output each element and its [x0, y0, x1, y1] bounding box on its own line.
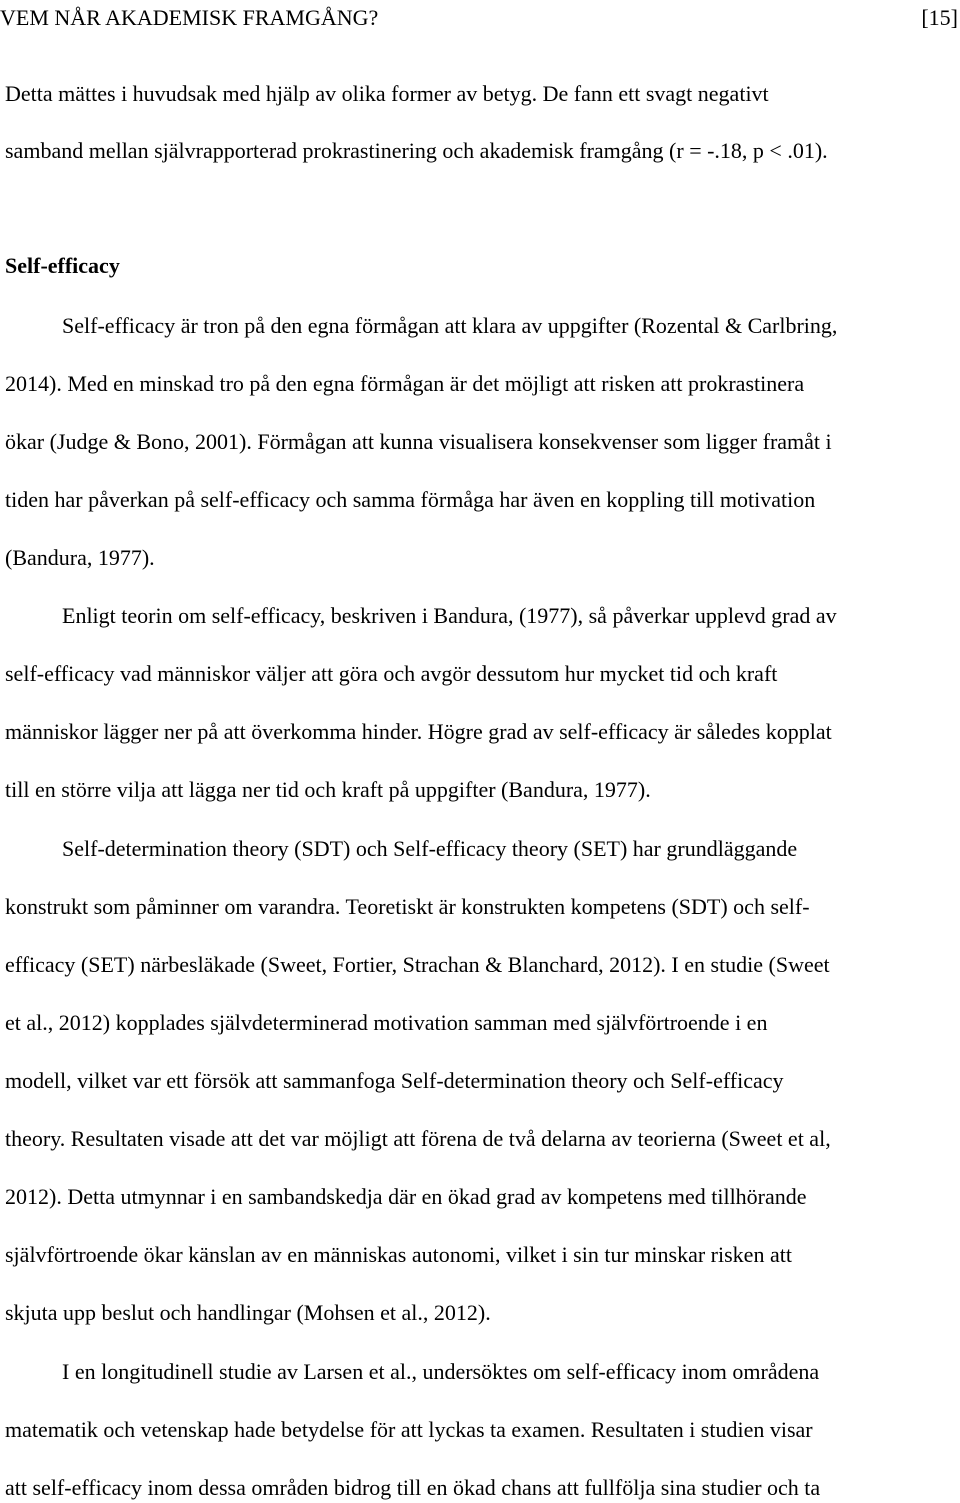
text-line: efficacy (SET) närbesläkade (Sweet, Fortier, Strachan & Blanchard, 2012). I en studie (Sweet [5, 952, 830, 977]
text-line: I en longitudinell studie av Larsen et al., undersöktes om self-efficacy inom områdena [62, 1359, 820, 1384]
text-line: matematik och vetenskap hade betydelse för att lyckas ta examen. Resultaten i studien visar [5, 1417, 813, 1442]
text-line: 2012). Detta utmynnar i en sambandskedja där en ökad grad av kompetens med tillhörande [5, 1184, 807, 1209]
text-line: Detta mättes i huvudsak med hjälp av olika former av betyg. De fann ett svagt negativt [5, 81, 769, 106]
text-line: konstrukt som påminner om varandra. Teoretiskt är konstrukten kompetens (SDT) och self- [5, 894, 810, 919]
text-line: till en större vilja att lägga ner tid och kraft på uppgifter (Bandura, 1977). [5, 777, 651, 802]
page-number: [15] [921, 5, 958, 30]
text-line: människor lägger ner på att överkomma hinder. Högre grad av self-efficacy är således kopplat [5, 719, 832, 744]
text-line: theory. Resultaten visade att det var möjligt att förena de två delarna av teorierna (Sweet et al, [5, 1126, 831, 1151]
text-line: 2014). Med en minskad tro på den egna förmågan är det möjligt att risken att prokrastinera [5, 371, 805, 396]
text-line: Self-efficacy är tron på den egna förmågan att klara av uppgifter (Rozental & Carlbring, [62, 313, 838, 338]
text-line: Enligt teorin om self-efficacy, beskriven i Bandura, (1977), så påverkar upplevd grad av [62, 603, 837, 628]
text-line: (Bandura, 1977). [5, 545, 155, 570]
text-line: modell, vilket var ett försök att sammanfoga Self-determination theory och Self-efficacy [5, 1068, 784, 1093]
section-heading: Self-efficacy [5, 253, 120, 278]
text-line: Self-determination theory (SDT) och Self-efficacy theory (SET) har grundläggande [62, 836, 798, 861]
text-line: et al., 2012) kopplades självdeterminerad motivation samman med självförtroende i en [5, 1010, 768, 1035]
text-line: självförtroende ökar känslan av en människas autonomi, vilket i sin tur minskar risken att [5, 1242, 792, 1267]
header-title: VEM NÅR AKADEMISK FRAMGÅNG? [0, 5, 379, 30]
text-line: self-efficacy vad människor väljer att göra och avgör dessutom hur mycket tid och kraft [5, 661, 778, 686]
text-line: att self-efficacy inom dessa områden bidrog till en ökad chans att fullfölja sina studier och ta [5, 1475, 821, 1500]
text-line: tiden har påverkan på self-efficacy och samma förmåga har även en koppling till motivation [5, 487, 816, 512]
text-line: skjuta upp beslut och handlingar (Mohsen et al., 2012). [5, 1300, 491, 1325]
text-line: samband mellan självrapporterad prokrastinering och akademisk framgång (r = -.18, p < .01). [5, 138, 828, 163]
text-line: ökar (Judge & Bono, 2001). Förmågan att kunna visualisera konsekvenser som ligger framåt i [5, 429, 832, 454]
